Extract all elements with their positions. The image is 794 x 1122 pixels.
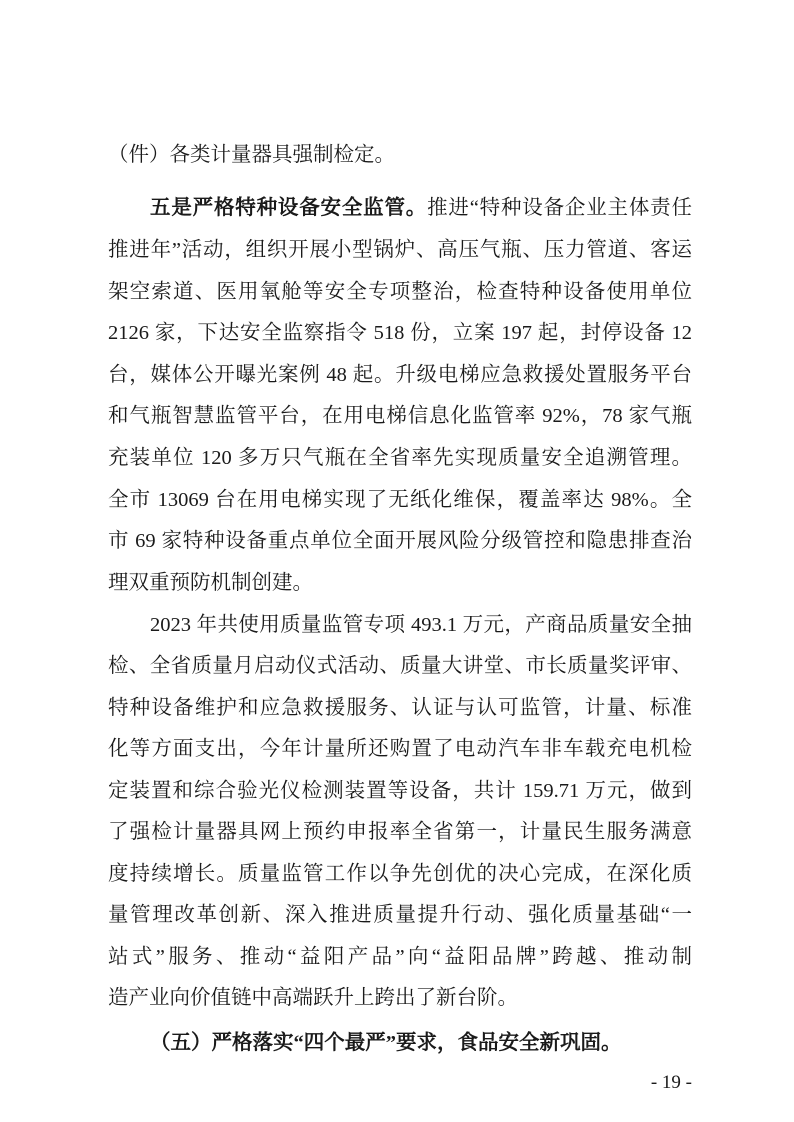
- text-line: 理双重预防机制创建。: [108, 572, 313, 594]
- text-line: 度持续增长。质量监管工作以争先创优的决心完成，在深化质: [108, 863, 692, 885]
- text-line: 造产业向价值链中高端跃升上跨出了新台阶。: [108, 987, 518, 1009]
- bold-lead: 五是严格特种设备安全监管。: [150, 197, 428, 219]
- text-line: 全市 13069 台在用电梯实现了无纸化维保，覆盖率达 98%。全: [108, 489, 692, 511]
- paragraph-lead-line: [150, 194, 692, 222]
- text-line: 2126 家，下达安全监察指令 518 份，立案 197 起，封停设备 12: [108, 322, 692, 344]
- text-line: 化等方面支出，今年计量所还购置了电动汽车非车载充电机检: [108, 738, 692, 760]
- text-line: 检、全省质量月启动仪式活动、质量大讲堂、市长质量奖评审、: [108, 655, 692, 677]
- text-line: （件）各类计量器具强制检定。: [108, 144, 395, 166]
- text-line: 推进年”活动，组织开展小型锅炉、高压气瓶、压力管道、客运: [108, 239, 692, 261]
- text-line: 了强检计量器具网上预约申报率全省第一，计量民生服务满意: [108, 821, 692, 843]
- text-line: 2023 年共使用质量监管专项 493.1 万元，产商品质量安全抽: [150, 614, 692, 636]
- text-line: 市 69 家特种设备重点单位全面开展风险分级管控和隐患排查治: [108, 530, 692, 552]
- page-number: - 19 -: [650, 1072, 692, 1093]
- lead-rest: 推进“特种设备企业主体责任: [427, 197, 692, 219]
- text-line: 和气瓶智慧监管平台，在用电梯信息化监管率 92%，78 家气瓶: [108, 405, 692, 427]
- text-line: 定装置和综合验光仪检测装置等设备，共计 159.71 万元，做到: [108, 780, 692, 802]
- text-line: 特种设备维护和应急救援服务、认证与认可监管，计量、标准: [108, 697, 692, 719]
- section-heading: （五）严格落实“四个最严”要求，食品安全新巩固。: [150, 1032, 622, 1054]
- text-line: 充装单位 120 多万只气瓶在全省率先实现质量安全追溯管理。: [108, 447, 692, 469]
- text-line: 架空索道、医用氧舱等安全专项整治，检查特种设备使用单位: [108, 281, 692, 303]
- text-line: 量管理改革创新、深入推进质量提升行动、强化质量基础“一: [108, 904, 692, 926]
- text-line: 台，媒体公开曝光案例 48 起。升级电梯应急救援处置服务平台: [108, 364, 692, 386]
- text-line: 站式”服务、推动“益阳产品”向“益阳品牌”跨越、推动制: [108, 946, 692, 968]
